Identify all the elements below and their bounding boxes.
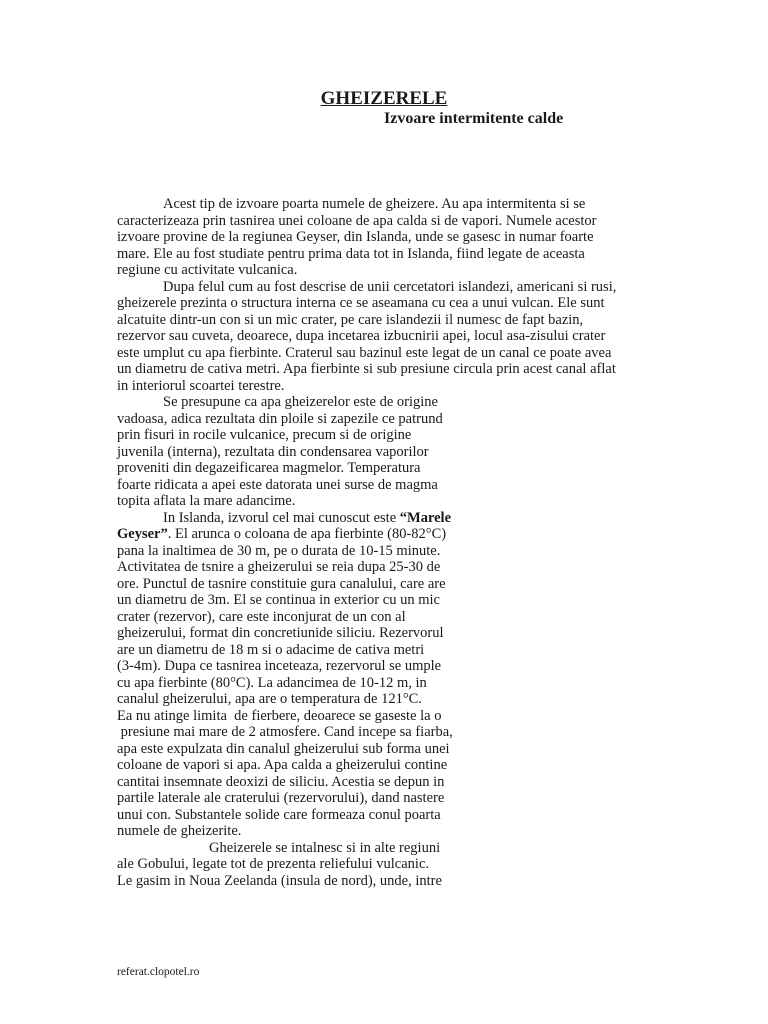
paragraph-2 bbox=[117, 279, 647, 395]
text-line: Gheizerele se intalnesc si in alte regiuni bbox=[209, 839, 441, 856]
paragraph-4 bbox=[117, 510, 647, 840]
text-line: Dupa felul cum au fost descrise de unii cercetatori islandezi, americani si rusi, bbox=[163, 278, 617, 295]
text-line: coloane de vapori si apa. Apa calda a gheizerului contine bbox=[117, 757, 448, 773]
text-line: gheizerului, format din concretiunide siliciu. Rezervorul bbox=[117, 625, 444, 641]
text-line: gheizerele prezinta o structura interna ce se aseamana cu cea a unui vulcan. Ele sunt bbox=[117, 295, 605, 311]
text-line: caracterizeaza prin tasnirea unei coloane de apa calda si de vapori. Numele acestor bbox=[117, 212, 597, 229]
text-line: un diametru de cativa metri. Apa fierbinte si sub presiune circula prin acest canal aflat bbox=[117, 361, 616, 377]
text-line: vadoasa, adica rezultata din ploile si zapezile ce patrund bbox=[117, 410, 443, 427]
text-line: mare. Ele au fost studiate pentru prima data tot in Islanda, fiind legate de aceasta bbox=[117, 245, 585, 262]
text-line: Ea nu atinge limita de fierbere, deoarece se gaseste la o bbox=[117, 707, 442, 724]
text-line: numele de gheizerite. bbox=[117, 823, 242, 839]
text-line: ale Gobului, legate tot de prezenta reliefului vulcanic. bbox=[117, 856, 430, 872]
text-line: alcatuite dintr-un con si un mic crater, pe care islandezii il numesc de fapt bazin, bbox=[117, 311, 584, 328]
paragraph-1 bbox=[117, 196, 647, 279]
inline-text: In Islanda, izvorul cel mai cunoscut este bbox=[163, 509, 400, 526]
text-line: are un diametru de 18 m si o adacime de cativa metri bbox=[117, 641, 425, 658]
text-line: un diametru de 3m. El se continua in exterior cu un mic bbox=[117, 592, 440, 608]
text-line: crater (rezervor), care este inconjurat de un con al bbox=[117, 608, 406, 625]
text-line bbox=[117, 510, 647, 527]
paragraph-3 bbox=[117, 394, 647, 510]
text-line: presiune mai mare de 2 atmosfere. Cand incepe sa fiarba, bbox=[117, 724, 453, 740]
text-line: cantitai insemnate deoxizi de siliciu. Acestia se depun in bbox=[117, 773, 445, 790]
text-line: in interiorul scoartei terestre. bbox=[117, 377, 285, 394]
document-body bbox=[117, 196, 647, 889]
text-line: canalul gheizerului, apa are o temperatura de 121°C. bbox=[117, 691, 422, 707]
paragraph-5 bbox=[117, 840, 647, 890]
text-line bbox=[117, 526, 647, 543]
text-line: (3-4m). Dupa ce tasnirea inceteaza, rezervorul se umple bbox=[117, 658, 442, 674]
text-line: este umplut cu apa fierbinte. Craterul sau bazinul este legat de un canal ce poate avea bbox=[117, 344, 612, 361]
text-line: ore. Punctul de tasnire constituie gura canalului, care are bbox=[117, 575, 446, 592]
text-line: unui con. Substantele solide care formeaza conul poarta bbox=[117, 806, 441, 823]
inline-text: . El arunca o coloana de apa fierbinte (80-82°C) bbox=[167, 526, 447, 542]
text-line: Activitatea de tsnire a gheizerului se reia dupa 25-30 de bbox=[117, 559, 441, 575]
text-line: Acest tip de izvoare poarta numele de gheizere. Au apa intermitenta si se bbox=[163, 196, 586, 212]
text-line: foarte ridicata a apei este datorata unei surse de magma bbox=[117, 476, 438, 493]
text-line: cu apa fierbinte (80°C). La adancimea de 10-12 m, in bbox=[117, 674, 427, 691]
geyser-name-bold: “Marele bbox=[399, 509, 452, 526]
text-line: apa este expulzata din canalul gheizerului sub forma unei bbox=[117, 740, 450, 757]
text-line: proveniti din degazeificarea magmelor. Temperatura bbox=[117, 460, 421, 476]
text-line: juvenila (interna), rezultata din condensarea vaporilor bbox=[117, 443, 429, 460]
text-line: prin fisuri in rocile vulcanice, precum si de origine bbox=[117, 427, 412, 443]
text-line: regiune cu activitate vulcanica. bbox=[117, 262, 298, 278]
document-title: GHEIZERELE bbox=[320, 88, 448, 109]
page-footer: referat.clopotel.ro bbox=[117, 966, 200, 978]
text-line: rezervor sau cuveta, deoarece, dupa incetarea izbucnirii apei, locul asa-zisului crater bbox=[117, 328, 606, 344]
text-line: Se presupune ca apa gheizerelor este de origine bbox=[163, 394, 438, 410]
text-line: izvoare provine de la regiunea Geyser, din Islanda, unde se gasesc in numar foarte bbox=[117, 229, 594, 245]
text-line: Le gasim in Noua Zeelanda (insula de nord), unde, intre bbox=[117, 872, 442, 889]
text-line: partile laterale ale craterului (rezervorului), dand nastere bbox=[117, 790, 445, 806]
document-subtitle: Izvoare intermitente calde bbox=[384, 110, 564, 127]
text-line: topita aflata la mare adancime. bbox=[117, 493, 296, 509]
geyser-name-bold: Geyser” bbox=[117, 526, 168, 542]
text-line: pana la inaltimea de 30 m, pe o durata de 10-15 minute. bbox=[117, 542, 441, 559]
